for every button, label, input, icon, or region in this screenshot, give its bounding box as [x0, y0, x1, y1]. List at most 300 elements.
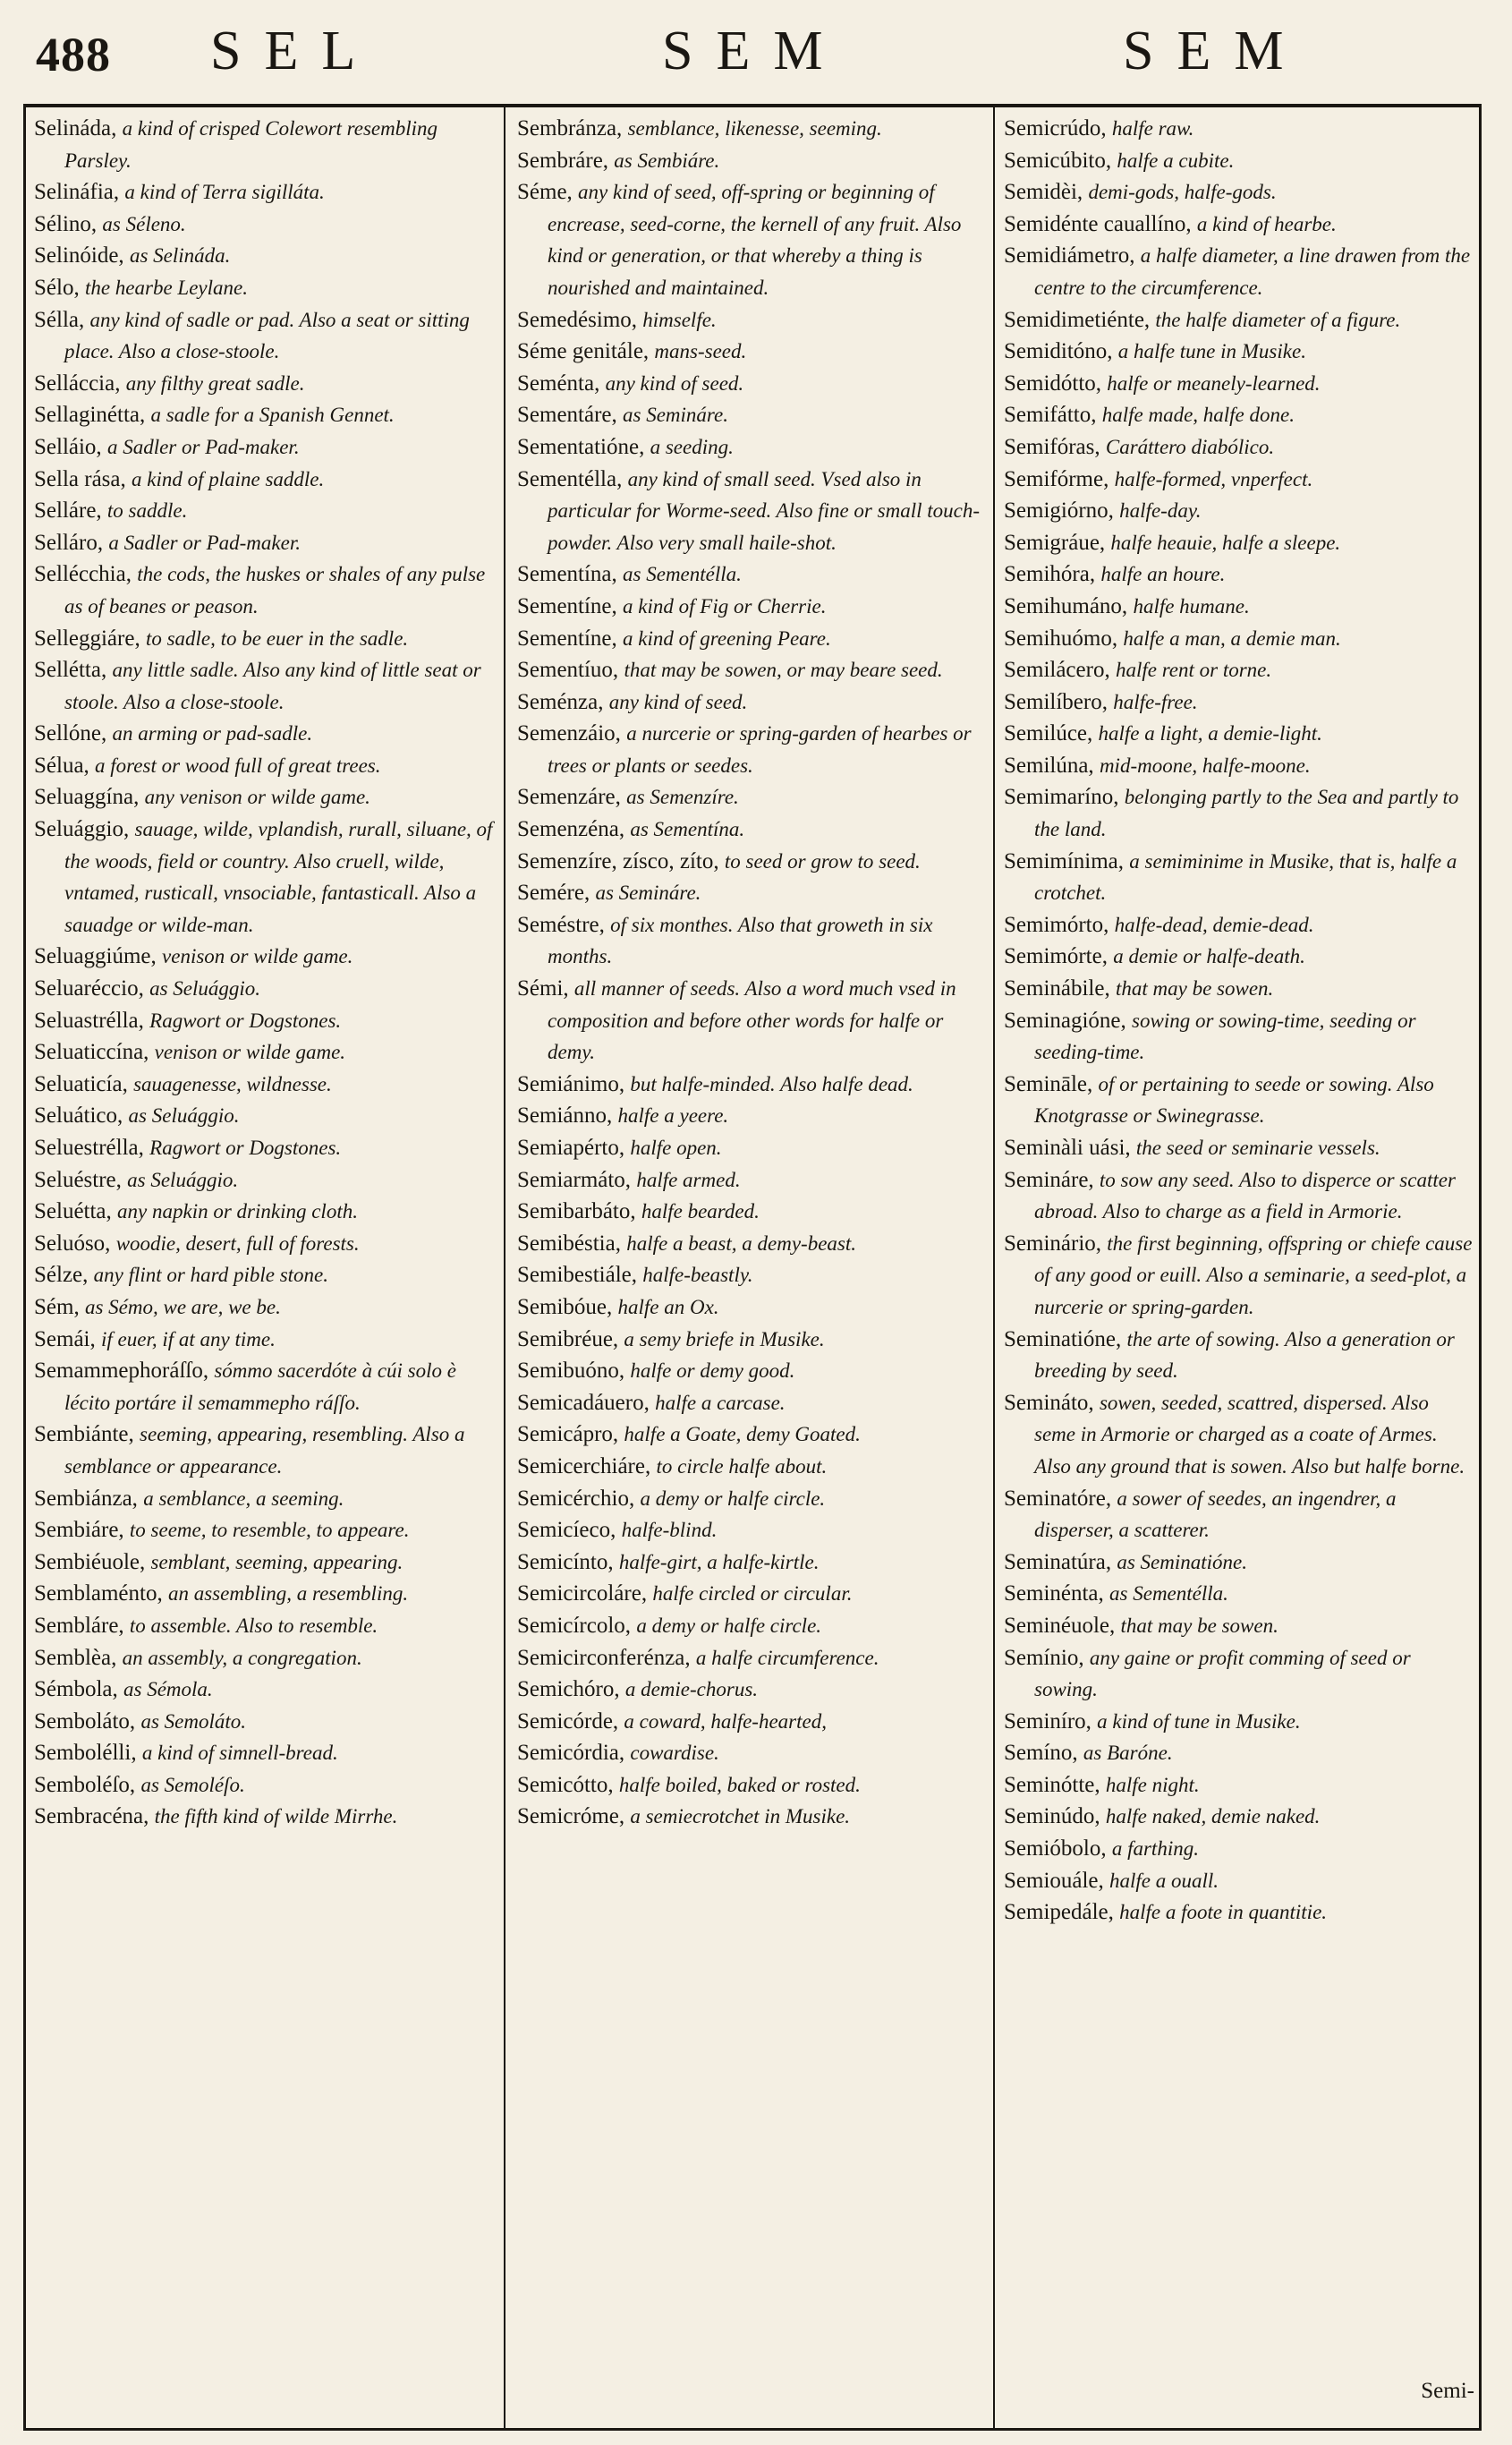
dictionary-entry [517, 558, 988, 591]
definition: halfe-day. [1119, 499, 1202, 523]
dictionary-entry [34, 623, 499, 655]
headword: Sélo, [34, 275, 80, 300]
headword: Semipedále, [1004, 1900, 1114, 1925]
headword: Seminúdo, [1004, 1804, 1100, 1829]
definition: halfe-free. [1113, 690, 1198, 713]
headword: Sementíne, [517, 593, 617, 618]
headword: Semicírcolo, [517, 1613, 632, 1638]
definition: a farthing. [1111, 1837, 1199, 1861]
headword: Semimórto, [1004, 912, 1109, 937]
definition: any kind of small seed. Vsed also in particular for Worme-seed. Also fine or small touch-powder. Also very small haile-shot. [548, 467, 980, 554]
headword: Seluático, [34, 1103, 123, 1129]
headword: Semiánimo, [517, 1071, 625, 1096]
definition: any kind of seed, off-spring or beginning of encrease, seed-corne, the kernell of any fruit. Also kind or generation, or that whereby a thing is nourished and maintained. [548, 181, 962, 299]
dictionary-entry [517, 877, 988, 909]
headword: Semifátto, [1004, 403, 1097, 428]
dictionary-entry [517, 176, 988, 303]
headword: Sembolélli, [34, 1741, 137, 1766]
dictionary-entry [34, 1674, 499, 1706]
definition: halfe-formed, vnperfect. [1114, 467, 1313, 490]
definition: semblant, seeming, appearing. [150, 1550, 403, 1573]
dictionary-entry [1004, 399, 1474, 431]
headword: Semigráue, [1004, 530, 1106, 555]
dictionary-entry [34, 750, 499, 782]
definition: halfe naked, demie naked. [1105, 1805, 1321, 1828]
column-1 [34, 113, 499, 2422]
definition: a halfe diameter, a line drawen from the centre to the circumference. [1034, 244, 1471, 299]
dictionary-entry [34, 1737, 499, 1769]
dictionary-entry [1004, 718, 1474, 750]
headword: Semimórte, [1004, 944, 1108, 969]
definition: halfe or demy good. [630, 1359, 795, 1383]
dictionary-entry [34, 304, 499, 368]
dictionary-entry [34, 1546, 499, 1579]
definition: a kind of tune in Musike. [1097, 1709, 1301, 1733]
column-2 [517, 113, 988, 2422]
dictionary-entry [34, 1196, 499, 1228]
definition: as Seminatióne. [1117, 1550, 1248, 1573]
definition: as Séleno. [102, 212, 186, 235]
definition: halfe a ouall. [1109, 1869, 1219, 1892]
dictionary-entry [517, 1514, 988, 1546]
headword: Selináfia, [34, 180, 120, 205]
definition: semblance, likenesse, seeming. [627, 117, 882, 140]
definition: a semy briefe in Musike. [624, 1327, 825, 1350]
definition: any little sadle. Also any kind of little seat or stoole. Also a close-stoole. [64, 659, 481, 713]
dictionary-entry [1004, 527, 1474, 559]
headword: Selleggiáre, [34, 626, 140, 651]
dictionary-entry [517, 1196, 988, 1228]
running-head-left: SEL [210, 21, 379, 81]
definition: a kind of crisped Colewort resembling Parsley. [64, 117, 438, 172]
definition: Ragwort or Dogstones. [149, 1137, 342, 1159]
definition: sowen, seeded, scattred, dispersed. Also seme in Armorie or charged as a coate of Armes. Also any ground that is sowen. Also but halfe borne. [1034, 1391, 1465, 1478]
headword: Sementína, [517, 562, 617, 587]
definition: himselfe. [642, 308, 717, 331]
headword: Seluággio, [34, 817, 130, 842]
headword: Selláio, [34, 434, 102, 459]
dictionary-entry [1004, 1324, 1474, 1387]
headword: Sementatióne, [517, 434, 645, 459]
definition: any kind of sadle or pad. Also a seat or sitting place. Also a close-stoole. [64, 308, 470, 363]
headword: Sementíuo, [517, 658, 619, 683]
definition: a sadle for a Spanish Gennet. [150, 404, 395, 427]
dictionary-entry [1004, 1132, 1474, 1164]
definition: halfe humane. [1133, 594, 1250, 618]
headword: Semilácero, [1004, 658, 1110, 683]
running-head-right: SEM [1123, 21, 1307, 81]
dictionary-entry [34, 1610, 499, 1642]
headword: Semibestiále, [517, 1263, 637, 1288]
definition: halfe an houre. [1100, 563, 1226, 586]
definition: venison or wilde game. [162, 945, 353, 968]
headword: Semiarmáto, [517, 1167, 632, 1192]
definition: cowardise. [630, 1742, 719, 1765]
dictionary-entry [517, 145, 988, 177]
column-rule [504, 106, 505, 2429]
headword: Semināle, [1004, 1071, 1093, 1096]
definition: halfe-girt, a halfe-kirtle. [618, 1550, 820, 1573]
dictionary-entry [517, 1706, 988, 1738]
headword: Semichóro, [517, 1677, 620, 1702]
definition: an assembly, a congregation. [122, 1646, 362, 1669]
headword: Séme, [517, 180, 573, 205]
headword: Semenzíre, zísco, zíto, [517, 848, 719, 873]
dictionary-entry [1004, 145, 1474, 177]
dictionary-entry [34, 654, 499, 718]
definition: a demie or halfe-death. [1113, 945, 1305, 968]
dictionary-entry [1004, 113, 1474, 145]
dictionary-entry [1004, 1228, 1474, 1324]
headword: Seminéuole, [1004, 1613, 1116, 1638]
definition: the arte of sowing. Also a generation or breeding by seed. [1034, 1327, 1455, 1383]
headword: Semidótto, [1004, 371, 1102, 396]
headword: Seluaréccio, [34, 976, 144, 1001]
definition: seeming, appearing, resembling. Also a semblance or appearance. [64, 1423, 465, 1478]
dictionary-entry [517, 909, 988, 973]
definition: belonging partly to the Sea and partly to the land. [1034, 786, 1459, 841]
headword: Sella rása, [34, 466, 126, 491]
definition: halfe open. [630, 1137, 722, 1159]
dictionary-entry [517, 1069, 988, 1101]
dictionary-entry [1004, 176, 1474, 209]
dictionary-entry [517, 431, 988, 464]
dictionary-entry [517, 718, 988, 781]
definition: sauage, wilde, vplandish, rurall, siluane, of the woods, field or country. Also cruell, wilde, vntamed, rusticall, vnsociable, fantasticall. Also a sauadge or wilde-man. [64, 818, 493, 936]
definition: halfe a yeere. [617, 1104, 729, 1128]
dictionary-entry [34, 368, 499, 400]
definition: sowing or sowing-time, seeding or seeding-time. [1034, 1009, 1416, 1064]
headword: Sembracéna, [34, 1804, 149, 1829]
headword: Semboléſo, [34, 1772, 136, 1797]
headword: Semenzáio, [517, 721, 621, 746]
dictionary-entry [1004, 941, 1474, 973]
dictionary-entry [1004, 654, 1474, 686]
headword: Sembiéuole, [34, 1549, 146, 1574]
dictionary-entry [517, 464, 988, 559]
definition: as Sémola. [123, 1678, 213, 1701]
dictionary-entry [34, 1005, 499, 1037]
definition: halfe circled or circular. [652, 1582, 853, 1606]
dictionary-entry [517, 1737, 988, 1769]
dictionary-entry [1004, 1546, 1474, 1579]
definition: halfe raw. [1111, 117, 1194, 140]
definition: as Semoléſo. [140, 1773, 245, 1796]
headword: Semicúbito, [1004, 148, 1112, 173]
headword: Seminábile, [1004, 976, 1110, 1001]
definition: to circle halfe about. [656, 1454, 828, 1478]
dictionary-entry [34, 781, 499, 814]
page-number: 488 [36, 28, 111, 81]
definition: any kind of seed. [605, 371, 744, 395]
headword: Semibuóno, [517, 1359, 625, 1384]
dictionary-entry [517, 1228, 988, 1260]
headword: Sémbola, [34, 1677, 118, 1702]
dictionary-entry [1004, 623, 1474, 655]
headword: Semicótto, [517, 1772, 614, 1797]
dictionary-entry [1004, 1865, 1474, 1897]
definition: but halfe-minded. Also halfe dead. [630, 1072, 913, 1095]
definition: any venison or wilde game. [144, 786, 370, 809]
headword: Semilúce, [1004, 721, 1093, 746]
dictionary-entry [1004, 1164, 1474, 1228]
dictionary-entry [517, 368, 988, 400]
definition: as Sémo, we are, we be. [84, 1295, 281, 1318]
dictionary-entry [517, 846, 988, 878]
dictionary-entry [517, 1387, 988, 1419]
dictionary-entry [34, 1228, 499, 1260]
headword: Seminénta, [1004, 1581, 1104, 1606]
headword: Semicápro, [517, 1422, 619, 1447]
dictionary-entry [517, 1451, 988, 1483]
dictionary-entry [1004, 1896, 1474, 1929]
dictionary-entry [517, 1259, 988, 1291]
dictionary-entry [1004, 1387, 1474, 1483]
headword: Semibréue, [517, 1326, 619, 1351]
definition: as Semoláto. [140, 1709, 246, 1733]
headword: Semicróme, [517, 1804, 625, 1829]
dictionary-entry [1004, 1769, 1474, 1802]
dictionary-entry [517, 1769, 988, 1802]
dictionary-entry [34, 973, 499, 1005]
headword: Sementáre, [517, 403, 617, 428]
dictionary-entry [34, 209, 499, 241]
dictionary-entry [517, 973, 988, 1069]
definition: halfe boiled, baked or rosted. [618, 1773, 861, 1796]
definition: halfe a Goate, demy Goated. [624, 1423, 861, 1446]
definition: halfe a carcase. [655, 1391, 786, 1414]
dictionary-entry [34, 558, 499, 622]
dictionary-entry [517, 1546, 988, 1579]
definition: a seeding. [650, 435, 734, 458]
dictionary-entry [34, 495, 499, 527]
headword: Semicrúdo, [1004, 116, 1107, 141]
headword: Seméstre, [517, 912, 605, 937]
definition: a demie-chorus. [624, 1678, 759, 1701]
definition: as Semináre. [595, 882, 701, 905]
dictionary-entry [1004, 1833, 1474, 1865]
headword: Semiapérto, [517, 1136, 625, 1160]
definition: to seeme, to resemble, to appeare. [129, 1519, 410, 1542]
headword: Semedésimo, [517, 307, 638, 332]
headword: Semidimetiénte, [1004, 307, 1151, 332]
definition: halfe rent or torne. [1115, 659, 1272, 682]
headword: Seluestrélla, [34, 1136, 144, 1160]
dictionary-entry [517, 1164, 988, 1197]
definition: halfe-beastly. [642, 1264, 753, 1287]
dictionary-entry [34, 1706, 499, 1738]
headword: Semibóue, [517, 1294, 613, 1319]
headword: Seminatióne, [1004, 1326, 1122, 1351]
dictionary-entry [517, 1578, 988, 1610]
definition: a kind of plaine saddle. [131, 467, 325, 490]
dictionary-entry [34, 431, 499, 464]
headword: Seluaticía, [34, 1071, 128, 1096]
definition: to sow any seed. Also to disperce or scatter abroad. Also to charge as a field in Armorie. [1034, 1168, 1456, 1223]
dictionary-entry [517, 686, 988, 719]
dictionary-entry [517, 814, 988, 846]
headword: Semihuómo, [1004, 626, 1118, 651]
headword: Semicadáuero, [517, 1390, 650, 1415]
definition: a nurcerie or spring-garden of hearbes or trees or plants or seedes. [548, 722, 972, 777]
dictionary-entry [517, 1642, 988, 1674]
definition: a semiminime in Musike, that is, halfe a crotchet. [1034, 849, 1457, 905]
definition: that may be sowen. [1115, 977, 1274, 1001]
definition: as Baróne. [1083, 1742, 1173, 1765]
headword: Sélze, [34, 1263, 89, 1288]
dictionary-entry [1004, 1069, 1474, 1132]
definition: any napkin or drinking cloth. [117, 1200, 358, 1223]
definition: a sower of seedes, an ingendrer, a disperser, a scatterer. [1034, 1487, 1397, 1542]
headword: Semammephoráſſo, [34, 1359, 209, 1384]
headword: Sélua, [34, 753, 89, 778]
definition: the cods, the huskes or shales of any pulse as of beanes or peason. [64, 563, 486, 618]
definition: a kind of Fig or Cherrie. [623, 594, 827, 618]
dictionary-entry [34, 1483, 499, 1515]
headword: Seluétta, [34, 1199, 112, 1224]
dictionary-entry [517, 781, 988, 814]
dictionary-entry [34, 176, 499, 209]
headword: Semblèa, [34, 1645, 117, 1670]
headword: Sellaginétta, [34, 403, 146, 428]
definition: woodie, desert, full of forests. [115, 1231, 360, 1255]
dictionary-entry [34, 718, 499, 750]
definition: as Seluággio. [149, 977, 261, 1001]
dictionary-entry [1004, 336, 1474, 368]
definition: the hearbe Leylane. [84, 276, 248, 299]
column-rule [993, 106, 995, 2429]
headword: Semifóras, [1004, 434, 1100, 459]
dictionary-entry [34, 1132, 499, 1164]
headword: Semimínima, [1004, 848, 1125, 873]
dictionary-entry [517, 1100, 988, 1132]
headword: Sementélla, [517, 466, 623, 491]
headword: Seluastrélla, [34, 1008, 144, 1033]
headword: Seminagióne, [1004, 1008, 1126, 1033]
definition: as Semináre. [623, 404, 728, 427]
dictionary-entry [517, 1418, 988, 1451]
dictionary-entry [34, 1259, 499, 1291]
definition: a halfe tune in Musike. [1117, 340, 1306, 363]
headword: Sellóne, [34, 721, 107, 746]
dictionary-entry [1004, 1005, 1474, 1069]
definition: a Sadler or Pad-maker. [108, 531, 301, 554]
definition: a semblance, a seeming. [143, 1487, 344, 1510]
dictionary-entry [517, 304, 988, 337]
definition: any gaine or profit comming of seed or sowing. [1034, 1646, 1411, 1701]
dictionary-entry [517, 1355, 988, 1387]
dictionary-entry [34, 1069, 499, 1101]
definition: a kind of greening Peare. [623, 626, 831, 650]
dictionary-entry [517, 623, 988, 655]
dictionary-entry [1004, 591, 1474, 623]
headword: Semimaríno, [1004, 785, 1119, 810]
definition: to saddle. [106, 499, 188, 523]
headword: Semínio, [1004, 1645, 1084, 1670]
headword: Seluóso, [34, 1231, 111, 1256]
definition: as Semenzíre. [626, 786, 739, 809]
definition: halfe made, halfe done. [1101, 404, 1295, 427]
definition: as Sementína. [630, 818, 745, 841]
definition: a semiecrotchet in Musike. [630, 1805, 851, 1828]
headword: Semidèi, [1004, 180, 1083, 205]
definition: all manner of seeds. Also a word much vsed in composition and before other words for halfe or demy. [548, 977, 956, 1064]
definition: that may be sowen, or may beare seed. [624, 659, 943, 682]
headword: Semicérchio, [517, 1486, 635, 1511]
dictionary-entry [1004, 209, 1474, 241]
headword: Seluaticcína, [34, 1040, 149, 1065]
headword: Semilúna, [1004, 753, 1094, 778]
headword: Selinóide, [34, 243, 124, 268]
definition: an arming or pad-sadle. [112, 722, 313, 745]
dictionary-entry [1004, 846, 1474, 909]
headword: Seménza, [517, 689, 604, 714]
headword: Semináto, [1004, 1390, 1094, 1415]
dictionary-entry [1004, 1706, 1474, 1738]
definition: halfe-blind. [621, 1519, 718, 1542]
headword: Sembiánza, [34, 1486, 138, 1511]
headword: Sellétta, [34, 658, 107, 683]
dictionary-entry [1004, 368, 1474, 400]
dictionary-entry [1004, 1801, 1474, 1833]
headword: Sélla, [34, 307, 85, 332]
headword: Semibéstia, [517, 1231, 621, 1256]
headword: Seminàli uási, [1004, 1136, 1131, 1160]
definition: Ragwort or Dogstones. [149, 1009, 342, 1032]
dictionary-entry [517, 1132, 988, 1164]
dictionary-entry [1004, 431, 1474, 464]
definition: a halfe circumference. [695, 1646, 879, 1669]
dictionary-entry [1004, 1737, 1474, 1769]
headword: Séme genitále, [517, 339, 650, 364]
definition: Caráttero diabólico. [1105, 435, 1275, 458]
dictionary-entry [34, 1801, 499, 1833]
definition: halfe a beast, a demy-beast. [626, 1231, 856, 1255]
headword: Semihumáno, [1004, 593, 1128, 618]
headword: Semére, [517, 881, 590, 906]
definition: halfe an Ox. [617, 1295, 719, 1318]
definition: the seed or seminarie vessels. [1135, 1137, 1380, 1159]
headword: Seluaggína, [34, 785, 140, 810]
headword: Semibarbáto, [517, 1199, 636, 1224]
definition: a coward, halfe-hearted, [624, 1709, 827, 1733]
definition: a kind of Terra sigilláta. [124, 181, 325, 204]
definition: of six monthes. Also that groweth in six months. [548, 913, 933, 968]
definition: to sadle, to be euer in the sadle. [145, 626, 409, 650]
dictionary-entry [1004, 558, 1474, 591]
dictionary-entry [1004, 495, 1474, 527]
headword: Semilíbero, [1004, 689, 1108, 714]
dictionary-entry [1004, 1610, 1474, 1642]
headword: Semiánno, [517, 1103, 613, 1129]
headword: Semboláto, [34, 1708, 136, 1734]
dictionary-entry [517, 1610, 988, 1642]
definition: halfe bearded. [641, 1200, 760, 1223]
headword: Semenzáre, [517, 785, 621, 810]
definition: halfe or meanely-learned. [1107, 371, 1321, 395]
headword: Sembráre, [517, 148, 609, 173]
definition: halfe night. [1105, 1773, 1200, 1796]
headword: Seménta, [517, 371, 600, 396]
headword: Selináda, [34, 116, 117, 141]
definition: to seed or grow to seed. [724, 849, 921, 873]
definition: a kind of hearbe. [1196, 212, 1337, 235]
definition: as Sementélla. [1109, 1582, 1228, 1606]
dictionary-entry [34, 113, 499, 176]
dictionary-entry [34, 240, 499, 272]
catchword: Semi- [1421, 2379, 1474, 2403]
headword: Seluaggiúme, [34, 944, 157, 969]
